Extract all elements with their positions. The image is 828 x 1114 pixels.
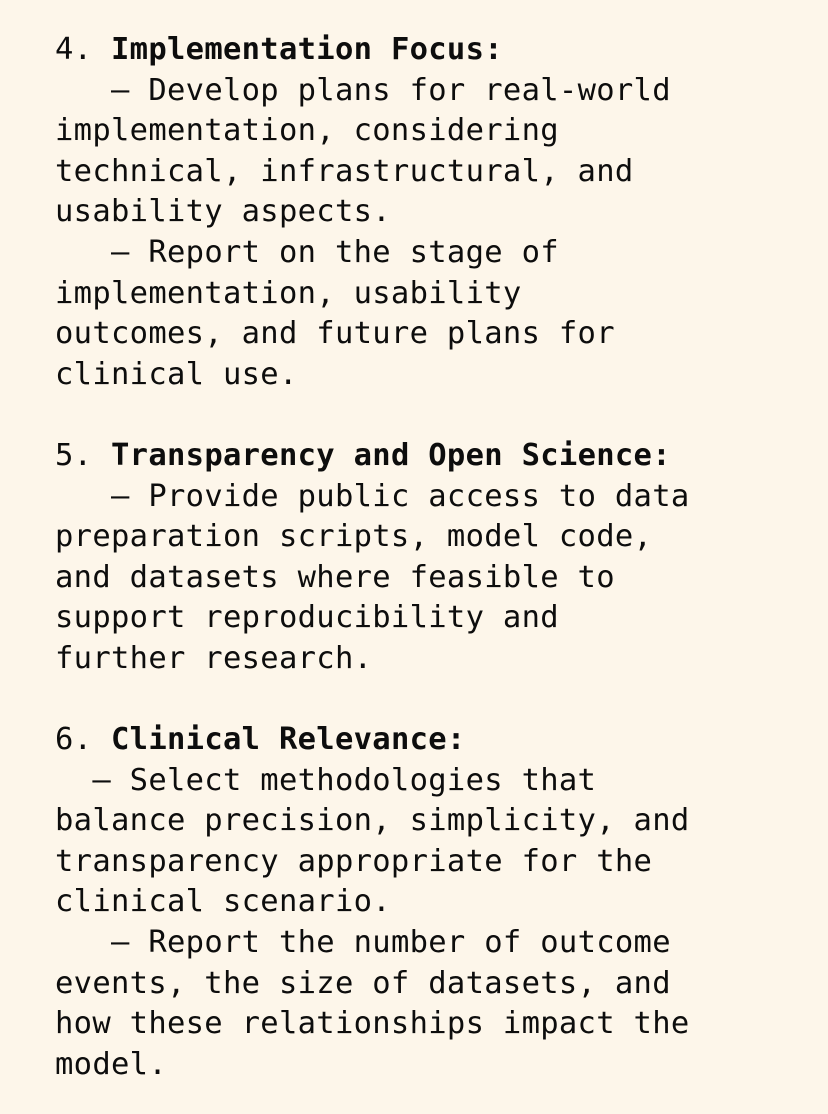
bullet-text: – Report on the stage of implementation, usability outcomes, and future plans for clinical use. bbox=[55, 234, 615, 392]
section-number: 5. bbox=[55, 437, 93, 473]
bullet-item bbox=[55, 477, 825, 680]
bullet-text: – Provide public access to data preparation scripts, model code, and datasets where feasible to support reproducibility and further research. bbox=[55, 478, 690, 676]
bullet-item bbox=[55, 71, 825, 233]
section-heading bbox=[55, 436, 825, 477]
bullet-text: – Report the number of outcome events, the size of datasets, and how these relationships impact the model. bbox=[55, 925, 690, 1082]
bullet-text: – Select methodologies that balance precision, simplicity, and transparency appropriate for the clinical scenario. bbox=[55, 762, 690, 920]
bullet-item bbox=[55, 761, 825, 923]
section-title: Transparency and Open Science: bbox=[111, 437, 671, 473]
bullet-item bbox=[55, 233, 825, 395]
bullet-item bbox=[55, 923, 825, 1085]
document-body bbox=[55, 30, 825, 1085]
section-implementation-focus bbox=[55, 30, 825, 395]
bullet-text: – Develop plans for real-world implementation, considering technical, infrastructural, and usability aspects. bbox=[55, 72, 671, 230]
section-number: 4. bbox=[55, 32, 93, 67]
section-title: Implementation Focus: bbox=[111, 32, 503, 67]
section-transparency-open-science bbox=[55, 436, 825, 680]
section-clinical-relevance bbox=[55, 720, 825, 1085]
section-heading bbox=[55, 720, 825, 761]
section-number: 6. bbox=[55, 722, 93, 758]
section-heading bbox=[55, 30, 825, 71]
section-title: Clinical Relevance: bbox=[111, 722, 466, 758]
